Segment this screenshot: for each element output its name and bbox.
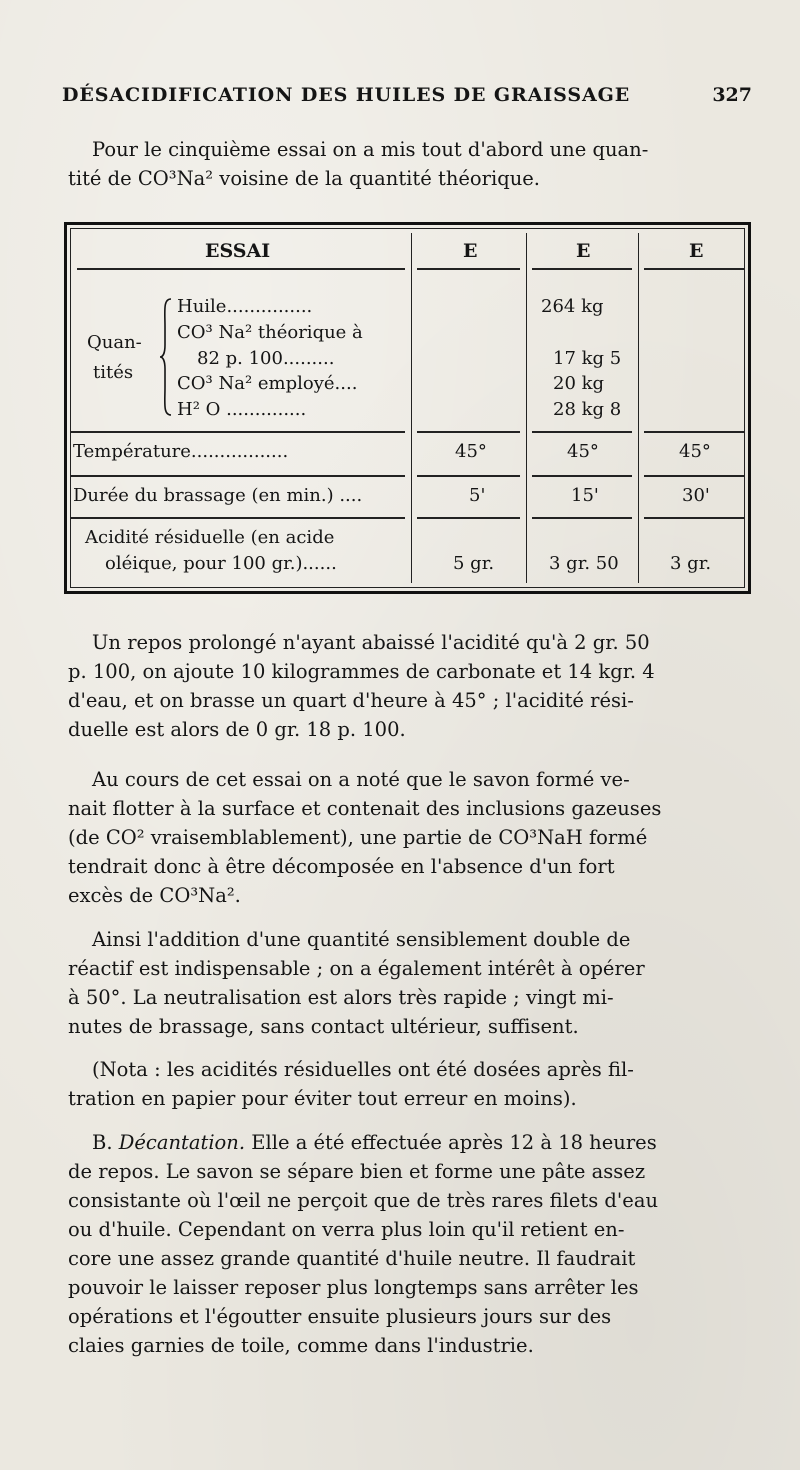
value-employe: 20 kg	[553, 373, 605, 394]
column-divider	[411, 233, 412, 583]
acidite-col-3: 3 gr.	[670, 553, 712, 574]
section-heading: Décantation.	[118, 1131, 246, 1154]
header-rule	[77, 268, 405, 270]
text-line: pouvoir le laisser reposer plus longtemps sans arrêter les	[68, 1276, 639, 1299]
header-rule	[532, 268, 632, 270]
column-divider	[638, 233, 639, 583]
row-rule	[71, 431, 405, 433]
page-header	[62, 84, 752, 112]
row-rule	[532, 431, 632, 433]
text-line: (de CO² vraisemblablement), une partie de CO³NaH formé	[68, 826, 648, 849]
value-h2o: 28 kg 8	[553, 399, 622, 420]
text-line: Pour le cinquième essai on a mis tout d'abord une quan-	[92, 138, 649, 161]
text-line: d'eau, et on brasse un quart d'heure à 45° ; l'acidité rési-	[68, 689, 634, 712]
paragraph-addition	[68, 925, 752, 1041]
temperature-col-3: 45°	[679, 441, 711, 462]
row-label-acidite-2: oléique, pour 100 gr.)......	[105, 553, 337, 574]
duree-col-3: 30'	[682, 485, 710, 506]
row-rule	[417, 475, 520, 477]
row-label-82-pct: 82 p. 100.........	[197, 348, 335, 369]
text-line: p. 100, on ajoute 10 kilogrammes de carbonate et 14 kgr. 4	[68, 660, 655, 683]
text-line: ou d'huile. Cependant on verra plus loin qu'il retient en-	[68, 1218, 625, 1241]
row-rule	[644, 517, 744, 519]
header-col-2: E	[576, 240, 591, 262]
text-line: à 50°. La neutralisation est alors très rapide ; vingt mi-	[68, 986, 614, 1009]
text-line: excès de CO³Na².	[68, 884, 241, 907]
page-number: 327	[712, 84, 752, 106]
paragraph-decantation	[68, 1128, 752, 1360]
temperature-col-1: 45°	[455, 441, 487, 462]
row-rule	[532, 517, 632, 519]
acidite-col-1: 5 gr.	[453, 553, 495, 574]
running-title: DÉSACIDIFICATION DES HUILES DE GRAISSAGE	[62, 84, 631, 106]
row-rule	[417, 517, 520, 519]
value-theorique: 17 kg 5	[553, 348, 622, 369]
text-line: tration en papier pour éviter tout erreur en moins).	[68, 1087, 577, 1110]
duree-col-1: 5'	[469, 485, 486, 506]
text-line: Ainsi l'addition d'une quantité sensiblement double de	[92, 928, 631, 951]
row-rule	[644, 475, 744, 477]
quantites-label-1: Quan-	[87, 332, 142, 353]
row-rule	[71, 475, 405, 477]
paragraph-savon	[68, 765, 752, 910]
section-letter: B.	[92, 1131, 119, 1154]
text-line: Au cours de cet essai on a noté que le savon formé ve-	[92, 768, 630, 791]
first-line-rest: Elle a été effectuée après 12 à 18 heures	[245, 1131, 657, 1154]
essai-table	[64, 222, 751, 594]
text-line: réactif est indispensable ; on a également intérêt à opérer	[68, 957, 645, 980]
row-rule	[71, 517, 405, 519]
text-line: duelle est alors de 0 gr. 18 p. 100.	[68, 718, 406, 741]
text-line: core une assez grande quantité d'huile neutre. Il faudrait	[68, 1247, 636, 1270]
row-label-duree: Durée du brassage (en min.) ....	[73, 485, 363, 506]
acidite-col-2: 3 gr. 50	[549, 553, 619, 574]
header-col-3: E	[689, 240, 704, 262]
text-line: consistante où l'œil ne perçoit que de très rares filets d'eau	[68, 1189, 658, 1212]
paragraph-nota	[68, 1055, 752, 1113]
text-line: tendrait donc à être décomposée en l'absence d'un fort	[68, 855, 615, 878]
row-label-huile: Huile...............	[177, 296, 313, 317]
header-essai: ESSAI	[205, 240, 271, 262]
curly-brace-icon	[159, 297, 173, 417]
text-line: nutes de brassage, sans contact ultérieur, suffisent.	[68, 1015, 579, 1038]
header-col-1: E	[463, 240, 478, 262]
duree-col-2: 15'	[571, 485, 599, 506]
row-label-co3na2-employe: CO³ Na² employé....	[177, 373, 358, 394]
header-rule	[417, 268, 520, 270]
paragraph-repos	[68, 628, 752, 744]
row-rule	[532, 475, 632, 477]
quantites-label-2: tités	[93, 362, 134, 383]
row-label-co3na2-theorique: CO³ Na² théorique à	[177, 322, 363, 343]
temperature-col-2: 45°	[567, 441, 599, 462]
text-line: (Nota : les acidités résiduelles ont été dosées après fil-	[92, 1058, 634, 1081]
text-line: opérations et l'égoutter ensuite plusieurs jours sur des	[68, 1305, 612, 1328]
text-line: tité de CO³Na² voisine de la quantité théorique.	[68, 167, 540, 190]
text-line: Un repos prolongé n'ayant abaissé l'acidité qu'à 2 gr. 50	[92, 631, 650, 654]
intro-paragraph	[68, 135, 752, 193]
row-rule	[644, 431, 744, 433]
text-line: de repos. Le savon se sépare bien et forme une pâte assez	[68, 1160, 646, 1183]
row-label-h2o: H² O ..............	[177, 399, 307, 420]
header-rule	[644, 268, 744, 270]
text-line-first	[68, 1128, 752, 1157]
column-divider	[526, 233, 527, 583]
row-label-acidite-1: Acidité résiduelle (en acide	[85, 527, 335, 548]
text-line: claies garnies de toile, comme dans l'industrie.	[68, 1334, 534, 1357]
row-label-temperature: Température.................	[73, 441, 289, 462]
text-line: nait flotter à la surface et contenait des inclusions gazeuses	[68, 797, 662, 820]
row-rule	[417, 431, 520, 433]
value-huile: 264 kg	[541, 296, 604, 317]
